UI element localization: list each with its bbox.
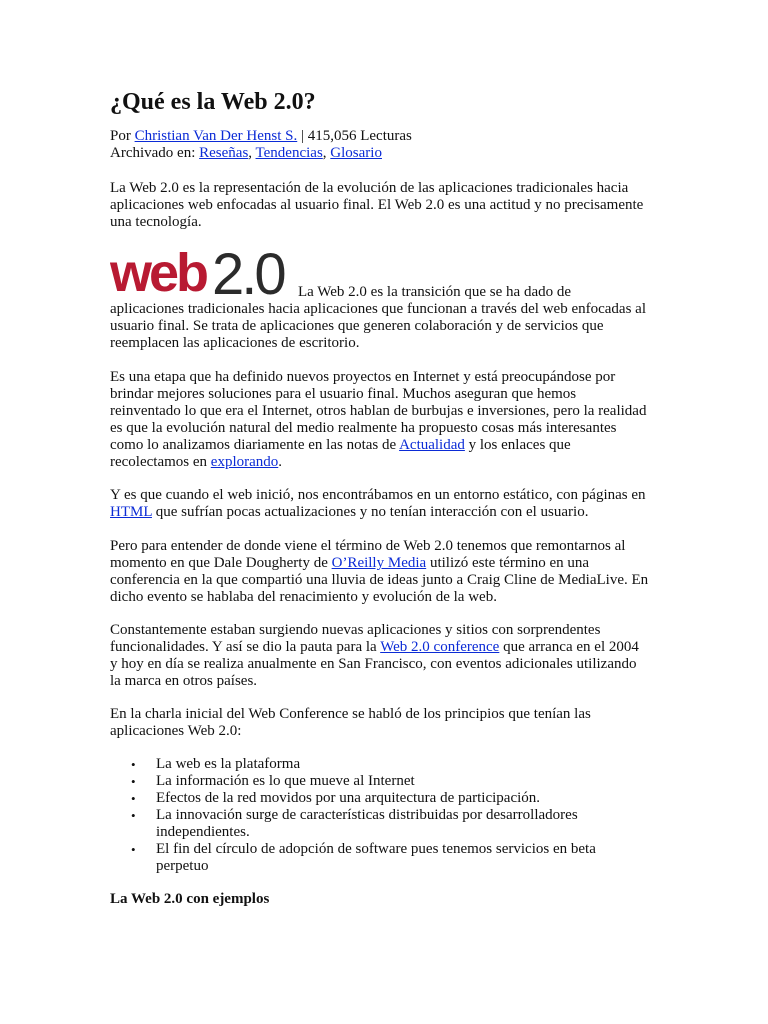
archived-in [110, 145, 670, 162]
bullet-icon: • [131, 757, 136, 772]
web-2-0-logo [110, 248, 296, 298]
html-link[interactable]: HTML [110, 504, 152, 520]
list-item [110, 756, 626, 773]
text-span: Pero para entender de donde viene el término de Web 2.0 tenemos que remontarnos al momento en que Dale Dougherty de [110, 538, 626, 571]
category-link-glosario[interactable]: Glosario [330, 145, 382, 161]
list-item [110, 841, 626, 875]
bullet-icon: • [131, 808, 136, 823]
byline [110, 128, 670, 145]
list-item [110, 790, 626, 807]
list-item-text: El fin del círculo de adopción de software pues tenemos servicios en beta perpetuo [156, 841, 596, 874]
web-2-0-conference-link[interactable]: Web 2.0 conference [380, 639, 500, 655]
paragraph-evolution [110, 369, 650, 471]
category-separator: , [248, 145, 256, 161]
category-separator: , [322, 145, 331, 161]
paragraph-conference [110, 622, 650, 690]
paragraph-transition-rest: aplicaciones tradicionales hacia aplicaciones que funcionan a través del web enfocadas al usuario final. Se trata de aplicaciones que generen colaboración y de servicios que reemplacen las aplicaciones de escritorio. [110, 301, 646, 351]
list-item [110, 807, 626, 841]
paragraph-origin [110, 538, 650, 606]
logo-version: 2.0 [212, 248, 284, 298]
text-span: Y es que cuando el web inició, nos encontrábamos en un entorno estático, con páginas en [110, 487, 646, 503]
paragraph-principles-intro: En la charla inicial del Web Conference se habló de los principios que tenían las aplicaciones Web 2.0: [110, 706, 591, 739]
list-item-text: La información es lo que mueve al Internet [156, 773, 415, 789]
archived-prefix: Archivado en: [110, 145, 200, 161]
oreilly-media-link[interactable]: O’Reilly Media [331, 555, 427, 571]
category-link-tendencias[interactable]: Tendencias [255, 145, 323, 161]
bullet-icon: • [131, 774, 136, 789]
paragraph-intro: La Web 2.0 es la representación de la evolución de las aplicaciones tradicionales hacia aplicaciones web enfocadas al usuario final. El Web 2.0 es una actitud y no precisamente una tecnología. [110, 180, 644, 230]
text-span: Constantemente estaban surgiendo nuevas aplicaciones y sitios con sorprendentes funcionalidades. Y así se dio la pauta para la [110, 622, 601, 655]
text-span: . [278, 454, 283, 470]
paragraph-transition-start: La Web 2.0 es la transición que se ha dado de [298, 284, 572, 300]
read-count: | 415,056 Lecturas [297, 128, 412, 144]
text-span: y los enlaces que recolectamos en [110, 437, 571, 470]
byline-prefix: Por [110, 128, 135, 144]
list-item [110, 773, 626, 790]
logo-row [110, 248, 670, 300]
text-span: Es una etapa que ha definido nuevos proyectos en Internet y está preocupándose por brindar mejores soluciones para el usuario final. Muchos aseguran que hemos reinventado lo que era el Internet, otros hablan de burbujas e inversiones, pero la realidad es que la evolución natural del medio realmente ha propuesto cosas más interesantes como lo analizamos diariamente en las notas de [110, 369, 647, 453]
principles-list [110, 756, 650, 875]
section-heading-examples: La Web 2.0 con ejemplos [110, 891, 270, 907]
list-item-text: La innovación surge de características distribuidas por desarrolladores independientes. [156, 807, 578, 840]
text-span: que sufrían pocas actualizaciones y no tenían interacción con el usuario. [151, 504, 589, 520]
category-link-resenas[interactable]: Reseñas [199, 145, 249, 161]
paragraph-static-web [110, 487, 650, 521]
author-link[interactable]: Christian Van Der Henst S. [134, 128, 298, 144]
bullet-icon: • [131, 791, 136, 806]
article-meta [110, 128, 670, 162]
page-title: ¿Qué es la Web 2.0? [110, 89, 316, 115]
list-item-text: La web es la plataforma [156, 756, 301, 772]
explorando-link[interactable]: explorando [210, 454, 279, 470]
list-item-text: Efectos de la red movidos por una arquitectura de participación. [156, 790, 541, 806]
logo-word: web [110, 248, 207, 298]
bullet-icon: • [131, 842, 136, 857]
text-span: utilizó este término en una conferencia en la que compartió una lluvia de ideas junto a Craig Cline de MediaLive. En dicho evento se hablaba del renacimiento y evolución de la web. [110, 555, 649, 605]
actualidad-link[interactable]: Actualidad [399, 437, 465, 453]
text-span: que arranca en el 2004 y hoy en día se realiza anualmente en San Francisco, con eventos adicionales utilizando la marca en otros países. [110, 639, 639, 689]
